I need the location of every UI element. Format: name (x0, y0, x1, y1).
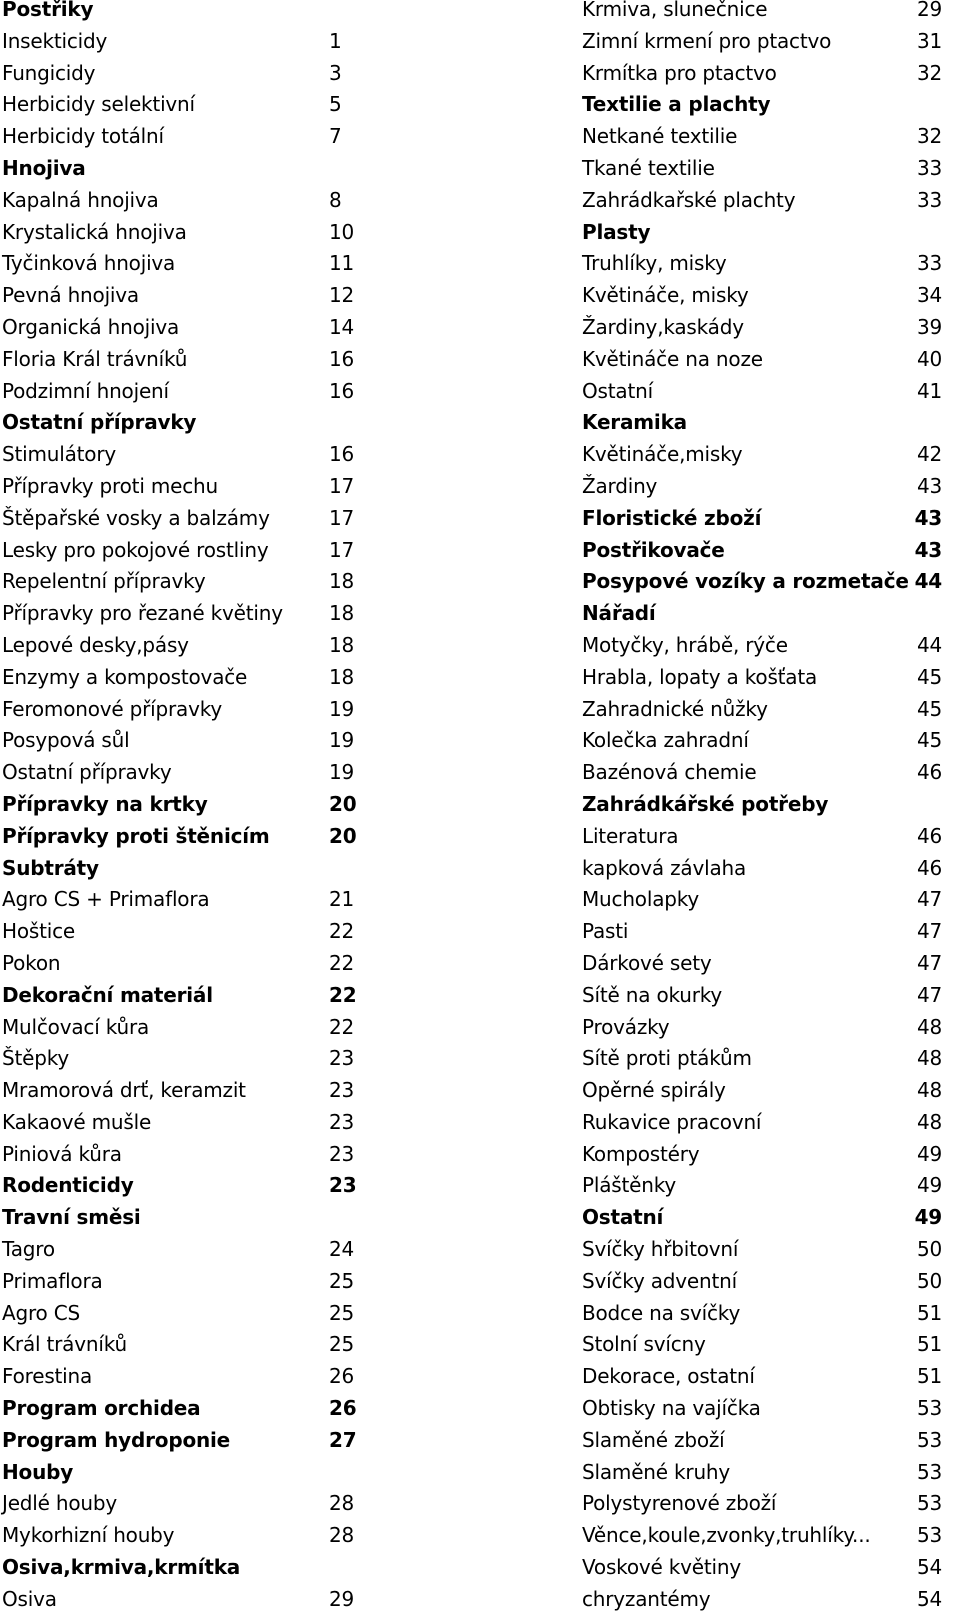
toc-section-row (2, 1393, 372, 1425)
toc-entry-row (582, 948, 942, 980)
toc-page-number: 8 (329, 187, 342, 212)
toc-page-number: 48 (916, 1109, 942, 1134)
toc-entry-label: Piniová kůra (2, 1141, 122, 1166)
toc-page-number: 50 (916, 1237, 942, 1262)
toc-entry-label: Ostatní (582, 1205, 664, 1230)
toc-entry-row (582, 1552, 942, 1584)
toc-page-number: 29 (916, 0, 942, 21)
toc-page-number: 20 (329, 823, 357, 848)
toc-entry-row (2, 217, 372, 249)
toc-entry-label: Slaměné zboží (582, 1427, 725, 1452)
toc-entry-row (2, 630, 372, 662)
toc-entry-row (2, 1266, 372, 1298)
toc-page-number: 53 (916, 1459, 942, 1484)
toc-page-number: 40 (916, 346, 942, 371)
toc-section-row (582, 89, 942, 121)
toc-entry-row (582, 1234, 942, 1266)
toc-entry-row (582, 1012, 942, 1044)
toc-page-number: 16 (329, 442, 355, 467)
toc-page-number: 7 (329, 124, 342, 149)
toc-entry-row (2, 185, 372, 217)
toc-entry-label: Herbicidy selektivní (2, 92, 195, 117)
toc-entry-row (582, 312, 942, 344)
toc-section-row (2, 821, 372, 853)
toc-page-number: 43 (914, 537, 942, 562)
toc-entry-label: Tagro (2, 1237, 55, 1262)
toc-page-number: 53 (916, 1396, 942, 1421)
toc-page-number: 44 (916, 632, 942, 657)
toc-page-number: 39 (916, 314, 942, 339)
toc-page-number: 53 (916, 1427, 942, 1452)
toc-page-number: 23 (329, 1173, 357, 1198)
toc-entry-label: Lesky pro pokojové rostliny (2, 537, 269, 562)
toc-entry-label: Hoštice (2, 919, 75, 944)
toc-entry-row (2, 312, 372, 344)
toc-entry-row (2, 1361, 372, 1393)
toc-page-number: 17 (329, 505, 355, 530)
toc-entry-label: Keramika (582, 410, 687, 435)
toc-entry-label: Posypová sůl (2, 728, 130, 753)
toc-entry-label: Bodce na svíčky (582, 1300, 741, 1325)
toc-entry-row (2, 439, 372, 471)
toc-entry-row (582, 1425, 942, 1457)
toc-entry-label: Insekticidy (2, 28, 108, 53)
toc-page-number: 45 (916, 728, 942, 753)
toc-entry-label: Provázky (582, 1014, 670, 1039)
toc-entry-label: Dekorace, ostatní (582, 1364, 755, 1389)
toc-entry-row (582, 853, 942, 885)
toc-entry-label: Mucholapky (582, 887, 700, 912)
toc-section-row (582, 1202, 942, 1234)
toc-section-row (2, 1170, 372, 1202)
toc-section-row (582, 217, 942, 249)
toc-entry-label: Pasti (582, 919, 629, 944)
toc-entry-label: Přípravky proti mechu (2, 473, 218, 498)
toc-page-number: 25 (329, 1332, 355, 1357)
toc-entry-row (2, 121, 372, 153)
toc-section-row (2, 1425, 372, 1457)
toc-entry-label: Rukavice pracovní (582, 1109, 762, 1134)
toc-page-number: 23 (329, 1078, 355, 1103)
toc-entry-row (582, 0, 942, 26)
toc-entry-label: Osiva (2, 1586, 57, 1611)
toc-entry-row (2, 1234, 372, 1266)
toc-entry-label: Krystalická hnojiva (2, 219, 187, 244)
toc-entry-label: Program hydroponie (2, 1427, 231, 1452)
toc-entry-row (582, 884, 942, 916)
toc-entry-row (582, 1520, 942, 1552)
toc-page-number: 54 (916, 1555, 942, 1580)
toc-page-number: 10 (329, 219, 355, 244)
toc-entry-row (2, 1043, 372, 1075)
toc-entry-label: Svíčky hřbitovní (582, 1237, 739, 1262)
toc-page-number: 1 (329, 28, 342, 53)
toc-entry-row (2, 948, 372, 980)
toc-page-number: 19 (329, 760, 355, 785)
toc-entry-label: Stimulátory (2, 442, 117, 467)
toc-entry-label: Organická hnojiva (2, 314, 180, 339)
toc-page-number: 48 (916, 1014, 942, 1039)
toc-page-number: 48 (916, 1078, 942, 1103)
toc-page-number: 49 (916, 1173, 942, 1198)
toc-entry-row (582, 1298, 942, 1330)
toc-entry-row (582, 121, 942, 153)
toc-entry-label: Houby (2, 1459, 74, 1484)
toc-entry-label: Štěpky (2, 1046, 70, 1071)
toc-entry-row (582, 471, 942, 503)
toc-entry-label: Postřikovače (582, 537, 725, 562)
toc-entry-row (582, 725, 942, 757)
toc-entry-label: Osiva,krmiva,krmítka (2, 1555, 241, 1580)
toc-entry-row (582, 1488, 942, 1520)
toc-entry-row (2, 757, 372, 789)
toc-page-number: 47 (916, 887, 942, 912)
toc-entry-label: Floria Král trávníků (2, 346, 188, 371)
toc-entry-label: Král trávníků (2, 1332, 127, 1357)
toc-page-number: 41 (916, 378, 942, 403)
toc-page-number: 33 (916, 251, 942, 276)
toc-entry-row (582, 280, 942, 312)
toc-entry-row (582, 1584, 942, 1616)
toc-page-number: 29 (329, 1586, 355, 1611)
toc-entry-label: Subtráty (2, 855, 99, 880)
toc-page-number: 53 (916, 1523, 942, 1548)
toc-entry-row (2, 248, 372, 280)
toc-entry-label: Krmítka pro ptactvo (582, 60, 777, 85)
toc-entry-label: Ostatní přípravky (2, 410, 197, 435)
toc-entry-label: Repelentní přípravky (2, 569, 206, 594)
toc-page-number: 17 (329, 537, 355, 562)
toc-entry-row (582, 248, 942, 280)
toc-entry-row (582, 1139, 942, 1171)
toc-page-number: 42 (916, 442, 942, 467)
toc-entry-label: Slaměné kruhy (582, 1459, 731, 1484)
toc-section-row (2, 153, 372, 185)
toc-entry-row (582, 757, 942, 789)
toc-entry-row (582, 630, 942, 662)
toc-entry-row (582, 1361, 942, 1393)
toc-left-column (2, 0, 372, 1616)
toc-entry-row (2, 916, 372, 948)
toc-page-number: 46 (916, 855, 942, 880)
toc-page-number: 18 (329, 569, 355, 594)
toc-entry-label: Přípravky pro řezané květiny (2, 601, 283, 626)
toc-page-number: 20 (329, 791, 357, 816)
toc-entry-row (2, 1298, 372, 1330)
toc-page-number: 26 (329, 1364, 355, 1389)
toc-page-number: 22 (329, 1014, 355, 1039)
toc-entry-label: Kolečka zahradní (582, 728, 749, 753)
toc-entry-label: Hnojiva (2, 155, 86, 180)
toc-entry-label: chryzantémy (582, 1586, 711, 1611)
toc-entry-label: Květináče, misky (582, 283, 749, 308)
toc-entry-label: Textilie a plachty (582, 92, 771, 117)
toc-page-number: 17 (329, 473, 355, 498)
toc-entry-label: Krmiva, slunečnice (582, 0, 768, 21)
toc-entry-label: Opěrné spirály (582, 1078, 726, 1103)
toc-page-number: 22 (329, 982, 357, 1007)
toc-page-number: 12 (329, 283, 355, 308)
toc-entry-row (2, 1584, 372, 1616)
toc-page-number: 25 (329, 1268, 355, 1293)
toc-page-number: 32 (916, 124, 942, 149)
toc-entry-label: Program orchidea (2, 1396, 201, 1421)
toc-entry-row (582, 694, 942, 726)
toc-entry-row (2, 598, 372, 630)
toc-entry-label: Voskové květiny (582, 1555, 742, 1580)
toc-section-row (582, 598, 942, 630)
toc-section-row (2, 0, 372, 26)
toc-entry-label: Floristické zboží (582, 505, 762, 530)
toc-page-number: 28 (329, 1523, 355, 1548)
toc-page-number: 32 (916, 60, 942, 85)
toc-entry-label: Kompostéry (582, 1141, 700, 1166)
toc-page-number: 21 (329, 887, 355, 912)
toc-entry-label: Květináče,misky (582, 442, 743, 467)
toc-page-number: 25 (329, 1300, 355, 1325)
toc-entry-row (2, 566, 372, 598)
toc-entry-label: Žardiny,kaskády (582, 314, 744, 339)
toc-entry-row (2, 471, 372, 503)
toc-page-number: 33 (916, 155, 942, 180)
toc-entry-row (2, 1329, 372, 1361)
toc-entry-row (582, 153, 942, 185)
toc-entry-label: Forestina (2, 1364, 93, 1389)
toc-entry-label: Hrabla, lopaty a košťata (582, 664, 818, 689)
toc-page-number: 16 (329, 346, 355, 371)
toc-entry-label: Truhlíky, misky (582, 251, 727, 276)
toc-entry-label: Ostatní přípravky (2, 760, 172, 785)
toc-page-number: 24 (329, 1237, 355, 1262)
toc-page-number: 45 (916, 664, 942, 689)
toc-entry-row (2, 694, 372, 726)
toc-entry-row (582, 376, 942, 408)
toc-entry-row (2, 1012, 372, 1044)
toc-section-row (2, 853, 372, 885)
toc-page-number: 19 (329, 696, 355, 721)
toc-entry-row (2, 1520, 372, 1552)
toc-entry-row (582, 26, 942, 58)
toc-section-row (582, 535, 942, 567)
toc-page-number: 49 (914, 1205, 942, 1230)
toc-entry-row (582, 821, 942, 853)
toc-entry-row (2, 58, 372, 90)
toc-entry-label: Agro CS (2, 1300, 81, 1325)
toc-page-number: 11 (329, 251, 355, 276)
toc-page-number: 26 (329, 1396, 357, 1421)
toc-entry-label: Posypové vozíky a rozmetače (582, 569, 909, 594)
toc-section-row (2, 1552, 372, 1584)
toc-entry-label: Herbicidy totální (2, 124, 164, 149)
toc-entry-label: Zahrádkářské potřeby (582, 791, 829, 816)
toc-entry-label: Plasty (582, 219, 651, 244)
toc-section-row (582, 789, 942, 821)
toc-entry-label: Jedlé houby (2, 1491, 118, 1516)
toc-page-number: 44 (914, 569, 942, 594)
toc-page-number: 47 (916, 950, 942, 975)
toc-entry-row (2, 26, 372, 58)
toc-entry-row (2, 280, 372, 312)
toc-page-number: 31 (916, 28, 942, 53)
toc-entry-label: Dekorační materiál (2, 982, 213, 1007)
toc-section-row (2, 1202, 372, 1234)
toc-section-row (2, 1457, 372, 1489)
toc-entry-row (2, 662, 372, 694)
toc-entry-row (2, 1075, 372, 1107)
toc-entry-row (2, 725, 372, 757)
toc-page-number: 22 (329, 950, 355, 975)
toc-page-number: 50 (916, 1268, 942, 1293)
toc-section-row (582, 566, 942, 598)
toc-page-number: 33 (916, 187, 942, 212)
toc-entry-label: Stolní svícny (582, 1332, 706, 1357)
toc-section-row (2, 789, 372, 821)
toc-entry-row (582, 1107, 942, 1139)
toc-page-number: 34 (916, 283, 942, 308)
toc-entry-row (582, 1043, 942, 1075)
toc-entry-row (2, 1139, 372, 1171)
toc-entry-label: Rodenticidy (2, 1173, 134, 1198)
toc-entry-row (2, 1107, 372, 1139)
toc-entry-row (2, 1488, 372, 1520)
toc-page-number: 18 (329, 664, 355, 689)
toc-entry-label: Literatura (582, 823, 679, 848)
toc-page-number: 18 (329, 632, 355, 657)
toc-page-number: 18 (329, 601, 355, 626)
toc-page-number: 46 (916, 760, 942, 785)
toc-entry-row (582, 980, 942, 1012)
toc-entry-label: kapková závlaha (582, 855, 747, 880)
toc-entry-label: Polystyrenové zboží (582, 1491, 777, 1516)
toc-entry-label: Sítě na okurky (582, 982, 723, 1007)
toc-entry-label: Ostatní (582, 378, 653, 403)
toc-page-number: 28 (329, 1491, 355, 1516)
toc-entry-label: Věnce,koule,zvonky,truhlíky... (582, 1523, 871, 1548)
toc-entry-row (2, 884, 372, 916)
toc-page-number: 53 (916, 1491, 942, 1516)
toc-section-row (2, 407, 372, 439)
toc-entry-row (582, 1393, 942, 1425)
toc-entry-label: Agro CS + Primaflora (2, 887, 210, 912)
toc-page-number: 23 (329, 1046, 355, 1071)
toc-entry-row (582, 662, 942, 694)
toc-section-row (2, 980, 372, 1012)
toc-entry-label: Pevná hnojiva (2, 283, 139, 308)
toc-entry-label: Kapalná hnojiva (2, 187, 159, 212)
toc-entry-row (2, 376, 372, 408)
toc-page-number: 48 (916, 1046, 942, 1071)
toc-entry-label: Štěpařské vosky a balzámy (2, 505, 270, 530)
toc-page-number: 27 (329, 1427, 357, 1452)
toc-entry-label: Přípravky proti štěnicím (2, 823, 270, 848)
toc-entry-row (582, 1329, 942, 1361)
toc-page-number: 54 (916, 1586, 942, 1611)
toc-entry-label: Lepové desky,pásy (2, 632, 189, 657)
toc-entry-label: Dárkové sety (582, 950, 712, 975)
toc-entry-label: Pokon (2, 950, 61, 975)
toc-entry-row (2, 535, 372, 567)
toc-entry-label: Tyčinková hnojiva (2, 251, 176, 276)
toc-entry-label: Podzimní hnojení (2, 378, 169, 403)
toc-entry-row (582, 1266, 942, 1298)
toc-page-number: 46 (916, 823, 942, 848)
toc-entry-label: Bazénová chemie (582, 760, 757, 785)
toc-page-number: 3 (329, 60, 342, 85)
toc-page-number: 23 (329, 1141, 355, 1166)
toc-page-number: 16 (329, 378, 355, 403)
toc-page-number: 45 (916, 696, 942, 721)
toc-page-number: 47 (916, 982, 942, 1007)
toc-entry-row (582, 58, 942, 90)
toc-entry-label: Obtisky na vajíčka (582, 1396, 761, 1421)
toc-entry-row (582, 185, 942, 217)
toc-entry-label: Pláštěnky (582, 1173, 677, 1198)
toc-entry-row (2, 344, 372, 376)
toc-right-column (582, 0, 942, 1616)
toc-entry-label: Motyčky, hrábě, rýče (582, 632, 788, 657)
toc-entry-row (2, 503, 372, 535)
toc-page-number: 47 (916, 919, 942, 944)
toc-page-number: 22 (329, 919, 355, 944)
toc-entry-row (2, 89, 372, 121)
toc-page-number: 43 (916, 473, 942, 498)
toc-entry-label: Mramorová drť, keramzit (2, 1078, 246, 1103)
toc-entry-label: Žardiny (582, 473, 658, 498)
toc-page-number: 51 (916, 1332, 942, 1357)
toc-entry-row (582, 1457, 942, 1489)
toc-entry-label: Postřiky (2, 0, 94, 21)
toc-entry-label: Feromonové přípravky (2, 696, 223, 721)
toc-entry-label: Enzymy a kompostovače (2, 664, 248, 689)
toc-page-number: 19 (329, 728, 355, 753)
toc-entry-label: Netkané textilie (582, 124, 738, 149)
toc-page-number: 51 (916, 1364, 942, 1389)
toc-page-number: 43 (914, 505, 942, 530)
toc-entry-label: Zahrádkařské plachty (582, 187, 796, 212)
toc-entry-label: Květináče na noze (582, 346, 763, 371)
toc-entry-label: Tkané textilie (582, 155, 715, 180)
toc-entry-label: Zimní krmení pro ptactvo (582, 28, 832, 53)
toc-entry-label: Fungicidy (2, 60, 96, 85)
toc-section-row (582, 407, 942, 439)
toc-entry-row (582, 916, 942, 948)
toc-page-number: 5 (329, 92, 342, 117)
toc-section-row (582, 503, 942, 535)
toc-entry-label: Mulčovací kůra (2, 1014, 150, 1039)
toc-entry-label: Přípravky na krtky (2, 791, 208, 816)
toc-entry-label: Nářadí (582, 601, 656, 626)
toc-entry-label: Travní směsi (2, 1205, 141, 1230)
toc-entry-label: Mykorhizní houby (2, 1523, 175, 1548)
toc-page-number: 49 (916, 1141, 942, 1166)
toc-entry-row (582, 1170, 942, 1202)
toc-entry-label: Kakaové mušle (2, 1109, 152, 1134)
toc-entry-row (582, 344, 942, 376)
toc-page-number: 51 (916, 1300, 942, 1325)
toc-entry-row (582, 1075, 942, 1107)
toc-entry-label: Svíčky adventní (582, 1268, 737, 1293)
toc-entry-row (582, 439, 942, 471)
toc-page-number: 14 (329, 314, 355, 339)
toc-entry-label: Sítě proti ptákům (582, 1046, 752, 1071)
toc-page-number: 23 (329, 1109, 355, 1134)
toc-entry-label: Zahradnické nůžky (582, 696, 768, 721)
toc-entry-label: Primaflora (2, 1268, 103, 1293)
